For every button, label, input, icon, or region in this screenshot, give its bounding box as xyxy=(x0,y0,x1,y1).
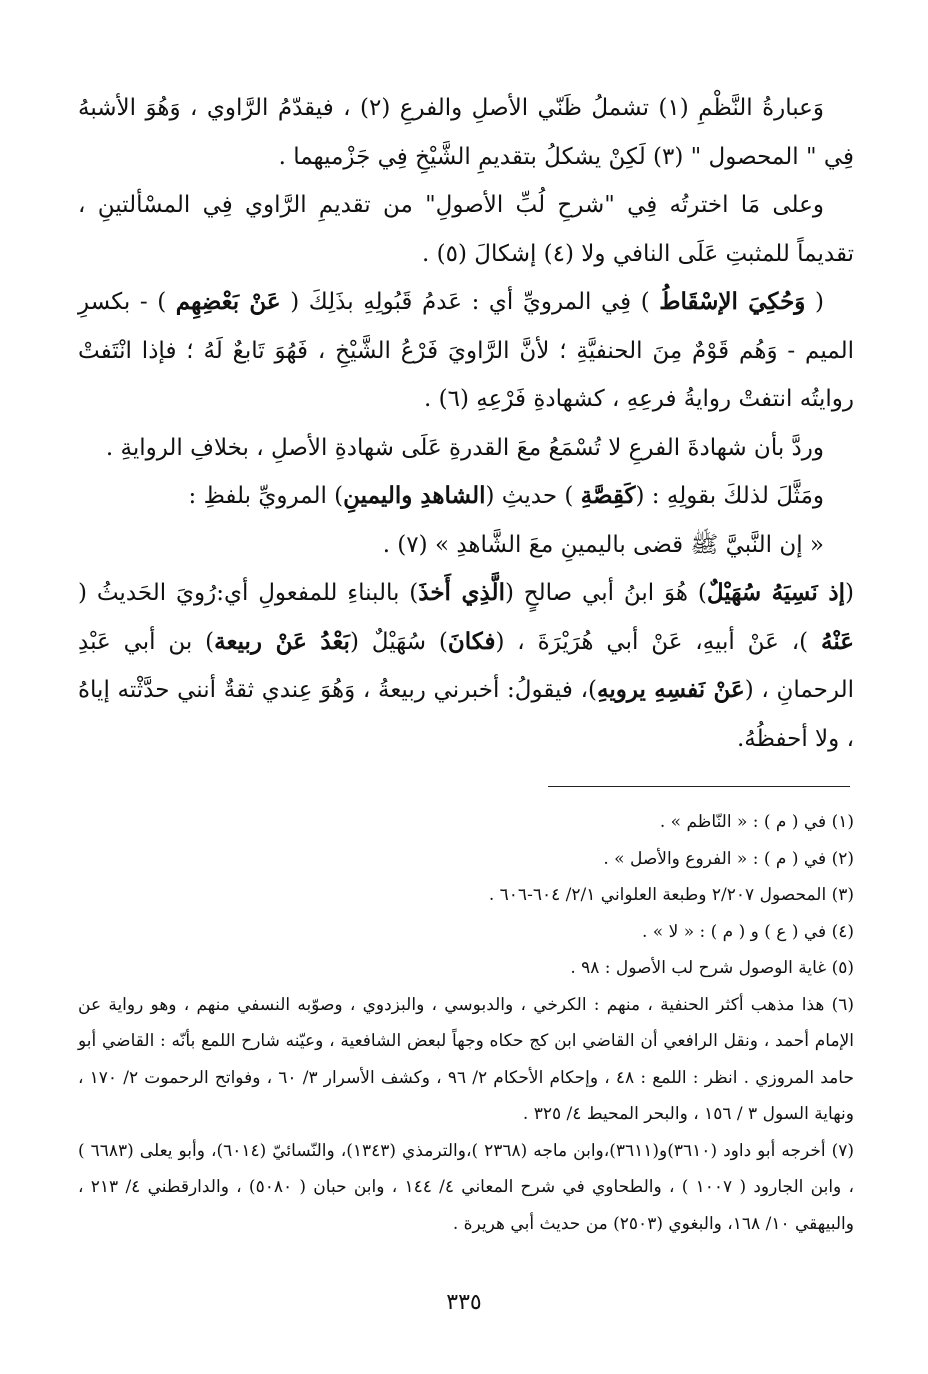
footnote-divider xyxy=(548,786,850,787)
paragraph-2: وعلى مَا اخترتُه فِي "شرحِ لُبِّ الأصولِ" من تقديمِ الرَّاوي فِي المسْألتينِ ، تقديماً للمثبتِ عَلَى النافي ولا (٤) إشكالَ (٥) . xyxy=(78,192,854,267)
paragraph-7: (إذ نَسِيَهُ سُهَيْلٌ) هُوَ ابنُ أبي صالحٍ (الَّذِي أَخذَ) بالبناءِ للمفعولِ أي:رُويَ الحَديثُ ( عَنْهُ )، عَنْ أبيهِ، عَنْ أبي هُرَيْرَةَ ، (فكانَ) سُهَيْلٌ (بَعْدُ عَنْ ربيعة) بن أبي عَبْدِ الرحمانِ ، (عَنْ نَفسِهِ يرويهِ)، فيقولُ: أخبرني ربيعةُ ، وَهُوَ عِندي ثقةٌ أنني حدَّثْته إياهُ ، ولا أحفظُهُ. xyxy=(78,579,855,752)
paragraph-4: وردَّ بأن شهادةَ الفرعِ لا تُسْمَعُ معَ القدرةِ عَلَى شهادةِ الأصلِ ، بخلافِ الروايةِ . xyxy=(105,434,824,461)
footnote-7: (٧) أخرجه أبو داود (٣٦١٠)و(٣٦١١)،وابن ماجه (٢٣٦٨ )،والترمذي (١٣٤٣)، والنّسائيّ (٦٠١٤)، وأبو يعلى (٦٦٨٣ ) ، وابن الجارود ( ١٠٠٧ ) ، والطحاوي في شرح المعاني ٤/ ١٤٤ ، وابن حبان ( ٥٠٨٠) ، والدارقطني ٤/ ٢١٣ ، والبيهقي ١٠/ ١٦٨، والبغوي (٢٥٠٣) من حديث أبي هريرة . xyxy=(78,1140,855,1234)
page-number: ٣٣٥ xyxy=(446,1290,482,1315)
bold-phrase: إذ نَسِيَهُ سُهَيْلٌ xyxy=(706,579,846,606)
hadith-quote: « إن النَّبيَّ ﷺ قضى باليمينِ معَ الشَّاهدِ » (٧) . xyxy=(382,531,824,558)
footnotes xyxy=(78,804,854,1242)
bold-phrase: الشاهدِ واليمينِ xyxy=(343,482,486,509)
footnote-2: (٢) في ( م ) : « الفروع والأصل » . xyxy=(603,848,854,869)
bold-phrase: عَنْهُ xyxy=(821,627,854,655)
footnote-3: (٣) المحصول ٢/٢٠٧ وطبعة العلواني ٢/١/ ٦٠٤-٦٠٦ . xyxy=(488,885,854,905)
bold-phrase: كَقِصَّةِ xyxy=(580,482,636,509)
paragraph-5: ومَثَّلَ لذلكَ بقولِهِ : (كَقِصَّةِ ) حديثِ (الشاهدِ واليمينِ) المرويِّ بلفظِ : xyxy=(188,482,824,509)
bold-phrase: عَنْ بَعْضِهِم xyxy=(175,288,281,315)
bold-phrase: وَحُكِيَ الإسْقَاطُ xyxy=(659,288,806,315)
footnote-6: (٦) هذا مذهب أكثر الحنفية ، منهم : الكرخي ، والدبوسي ، والبزدوي ، وصوّبه النسفي منهم ، وهو رواية عن الإمام أحمد ، ونقل الرافعي أن القاضي ابن كج حكاه وجهاً لبعض الشافعية ، وعيّنه شارح اللمع بأنّه : القاضي أبو حامد المروزي . انظر : اللمع : ٤٨ ، وإحكام الأحكام ٢/ ٩٦ ، وكشف الأسرار ٣/ ٦٠ ، وفواتح الرحموت ٢/ ١٧٠ ، ونهاية السول ٣ / ١٥٦ ، والبحر المحيط ٤/ ٣٢٥ . xyxy=(78,994,854,1124)
bold-phrase: عَنْ نَفسِهِ يرويهِ xyxy=(596,676,745,703)
bold-phrase: الَّذِي أَخذَ xyxy=(418,579,505,606)
paragraph-3: ( وَحُكِيَ الإسْقَاطُ ) فِي المرويِّ أي : عَدمُ قَبُولِهِ بذَلِكَ ( عَنْ بَعْضِهِم ) - بكسرِ الميم - وَهُم قَوْمٌ مِنَ الحنفيَّةِ ؛ لأنَّ الرَّاويَ فَرْعُ الشَّيْخِ ، فَهُوَ تَابعٌ لَهُ ؛ فإذا انْتَفتْ روايتُه انتفتْ روايةُ فرعِهِ ، كشهادةِ فَرْعِهِ (٦) . xyxy=(78,288,854,412)
bold-phrase: بَعْدُ عَنْ ربيعة xyxy=(214,627,350,655)
main-text xyxy=(78,84,854,763)
footnote-1: (١) في ( م ) : « النّاظم » . xyxy=(659,812,854,832)
footnote-5: (٥) غاية الوصول شرح لب الأصول : ٩٨ . xyxy=(570,958,854,978)
footnote-4: (٤) في ( ع ) و ( م ) : « لا » . xyxy=(642,921,854,942)
paragraph-1: وَعبارةُ النَّظْمِ (١) تشملُ ظَنّي الأصلِ والفرعِ (٢) ، فيقدّمُ الرَّاوي ، وَهُوَ الأشبهُ فِي " المحصول " (٣) لَكِنْ يشكلُ بتقديمِ الشَّيْخِ فِي جَزْميهما . xyxy=(78,95,854,170)
bold-phrase: فكانَ xyxy=(447,627,496,655)
